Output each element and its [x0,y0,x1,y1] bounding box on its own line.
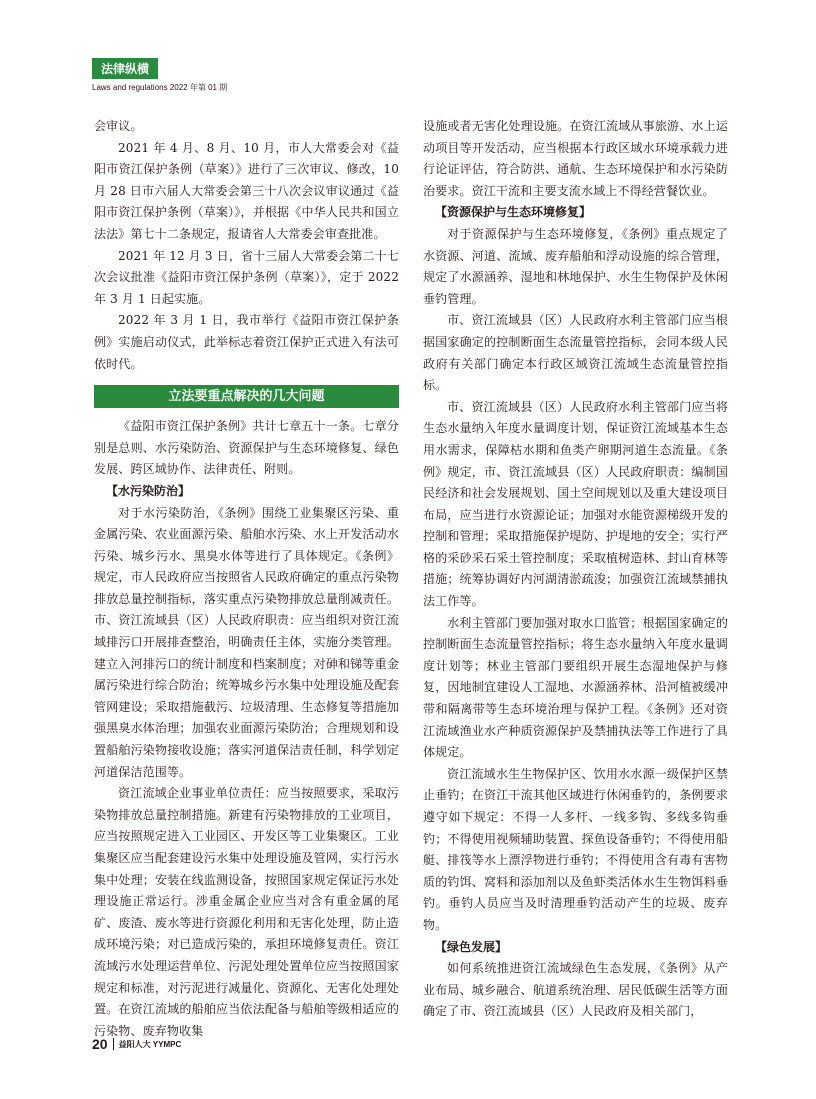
paragraph: 对于水污染防治，《条例》围绕工业集聚区污染、重金属污染、农业面源污染、船舶水污染、水上开发活动水污染、城乡污水、黑臭水体等进行了具体规定。《条例》规定，市人民政府应当按照省人民政府确定的重点污染物排放总量控制指标，落实重点污染物排放总量削减责任。市、资江流域县（区）人民政府职责：应当组织对资江流域排污口开展排查整治，明确责任主体，实施分类管理。建立入河排污口的统计制度和档案制度；对砷和锑等重金属污染进行综合防治；统筹城乡污水集中处理设施及配套管网建设；采取措施截污、垃圾清理、生态修复等措施加强黑臭水体治理；加强农业面源污染防治；合理规划和设置船舶污染物接收设施；落实河道保洁责任制，科学划定河道保洁范围等。 [94,505,399,779]
paragraph: 对于资源保护与生态环境修复，《条例》重点规定了水资源、河道、流域、废弃船舶和浮动设施的综合管理，规定了水源涵养、湿地和林地保护、水生生物保护及休闲垂钓管理。 [423,226,728,306]
footer-divider [113,1038,114,1050]
paragraph: 水利主管部门要加强对取水口监管；根据国家确定的控制断面生态流量管控指标；将生态水量纳入年度水量调度计划等；林业主管部门要组织开展生态湿地保护与修复，因地制宜建设人工湿地、水源涵养林、沿河植被缓冲带和隔离带等生态环境治理与保护工程。《条例》还对资江流域渔业水产种质资源保护及禁捕执法等工作进行了具体规定。 [423,615,728,760]
subsection-heading: 【绿色发展】 [435,939,508,954]
paragraph: 如何系统推进资江流域绿色生态发展，《条例》从产业布局、城乡融合、航道系统治理、居民低碳生活等方面确定了市、资江流域县（区）人民政府及相关部门， [423,961,728,1019]
right-column [423,116,728,1023]
section-badge: 法律纵横 [92,58,158,79]
subsection-heading: 【水污染防治】 [106,483,191,498]
paragraph: 2022 年 3 月 1 日，我市举行《益阳市资江保护条例》实施启动仪式，此举标志着资江保护正式进入有法可依时代。 [94,313,399,371]
paragraph: 资江流域水生生物保护区、饮用水水源一级保护区禁止垂钓；在资江干流其他区域进行休闲垂钓的，条例要求遵守如下规定：不得一人多杆、一线多钩、多线多钩垂钓；不得使用视频辅助装置、探鱼设备垂钓；不得使用船艇、排筏等水上漂浮物进行垂钓；不得使用含有毒有害物质的钓饵、窝料和添加剂以及鱼虾类活体水生生物饵料垂钓。垂钓人员应当及时清理垂钓活动产生的垃圾、废弃物。 [423,766,728,932]
publication-brand: 益阳人大 YYMPC [118,1039,182,1049]
subsection-heading: 【资源保护与生态环境修复】 [435,205,592,220]
paragraph: 资江流域企业事业单位责任：应当按照要求，采取污染物排放总量控制措施。新建有污染物排放的工业项目，应当按照规定进入工业园区、开发区等工业集聚区。工业集聚区应当配套建设污水集中处理设施及管网，实行污水集中处理；安装在线监测设备，按照国家规定保证污水处理设施正常运行。涉重金属企业应当对含有重金属的尾矿、废渣、废水等进行资源化利用和无害化处理，防止造成环境污染；对已造成污染的，承担环境修复责任。资江流域污水处理运营单位、污泥处理处置单位应当按照国家规定和标准，对污泥进行减量化、资源化、无害化处理处置。在资江流域的船舶应当依法配备与船舶等级相适应的污染物、废弃物收集 [94,786,399,1038]
issue-subtitle: Laws and regulations 2022 年第 01 期 [92,83,228,92]
page-header [92,58,262,93]
paragraph: 2021 年 12 月 3 日，省十三届人大常委会第二十七次会议批准《益阳市资江保护条例（草案）》，定于 2022 年 3 月 1 日起实施。 [94,248,399,306]
page-number: 20 [92,1036,108,1052]
paragraph: 会审议。 [94,119,143,133]
section-heading: 立法要重点解决的几大问题 [94,385,399,408]
paragraph: 2021 年 4 月、8 月、10 月，市人大常委会对《益阳市资江保护条例（草案）》进行了三次审议、修改，10 月 28 日市六届人大常委会第三十八次会议审议通过《益阳市资江保护条例（草案）》，并根据《中华人民共和国立法法》第七十二条规定，报请省人大常委会审查批准。 [94,140,399,241]
paragraph: 市、资江流域县（区）人民政府水利主管部门应当根据国家确定的控制断面生态流量管控指标，会同本级人民政府有关部门确定本行政区域资江流域生态流量管控指标。 [423,313,728,393]
page-footer [92,1036,181,1052]
paragraph: 设施或者无害化处理设施。在资江流域从事旅游、水上运动项目等开发活动，应当根据本行政区域水环境承载力进行论证评估，符合防洪、通航、生态环境保护和水污染防治要求。资江干流和主要支流水域上不得经营餐饮业。 [423,119,728,198]
left-column [94,116,399,1042]
paragraph: 《益阳市资江保护条例》共计七章五十一条。七章分别是总则、水污染防治、资源保护与生态环境修复、绿色发展、跨区域协作、法律责任、附则。 [94,419,399,477]
paragraph: 市、资江流域县（区）人民政府水利主管部门应当将生态水量纳入年度水量调度计划，保证资江流域基本生态用水需求，保障枯水期和鱼类产卵期河道生态流量。《条例》规定，市、资江流域县（区）人民政府职责：编制国民经济和社会发展规划、国土空间规划以及重大建设项目布局，应当进行水资源论证；加强对水能资源梯级开发的控制和管理；采取措施保护堤防、护堤地的安全；实行严格的采砂采石采土管控制度；采取植树造林、封山育林等措施；统筹协调好内河湖清淤疏浚；加强资江流域禁捕执法工作等。 [423,399,728,609]
